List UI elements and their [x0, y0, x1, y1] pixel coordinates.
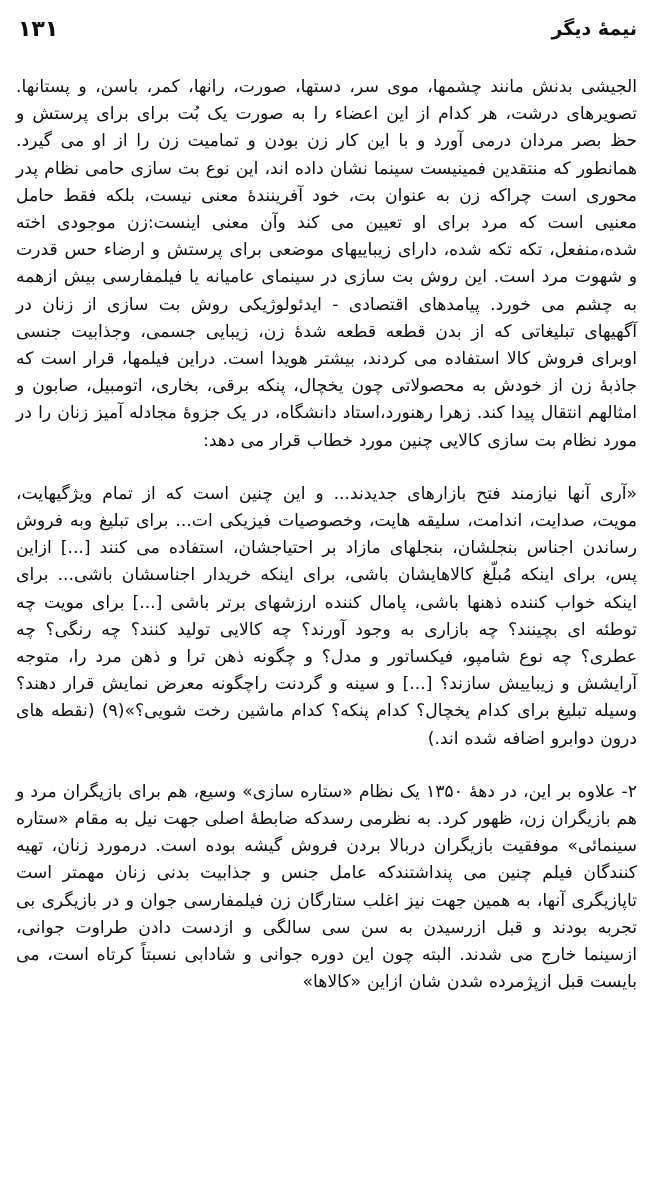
- running-header: [18, 12, 637, 46]
- paragraph-body-2: ۲- علاوه بر این، در دههٔ ۱۳۵۰ یک نظام «ستاره سازی» وسیع، هم برای بازیگران مرد و هم بازیگران زن، ظهور کرد. به نظرمی رسدکه ضابطهٔ اصلی جهت نیل به مقام «ستاره سینمائی» موفقیت بازیگران دربالا بردن فروش گیشه بوده است. درمورد زنان، تهیه کنندگان فیلم چنین می پنداشتندکه عامل جنس و جذابیت بدنی زنان مهمتر است تاپازیگری آنها، به همین جهت نیز اغلب ستارگان زن فیلمفارسی جوان و در بازیگری بی تجربه بودند و قبل ازرسیدن به سن سی سالگی و ازدست دادن طراوت جوانی، ازسینما خارج می شدند. البته چون این دوره جوانی و شادابی نسبتاً کرتاه است، می بایست قبل ازپژمرده شدن شان ازاین «کالاها»: [16, 781, 637, 993]
- running-title: نیمهٔ دیگر: [551, 18, 637, 40]
- page-number: ۱۳۱: [18, 16, 59, 42]
- paragraph-quote: «آری آنها نیازمند فتح بازارهای جدیدند... و این چنین است که از تمام ویژگیهایت، مویت، صدایت، اندامت، سلیقه هایت، وخصوصیات فیزیکی ات... برای تبلیغ وبه فروش رساندن اجناس بنجلشان، بنجلهای مازاد بر احتیاجشان، استفاده می کنند [...] ازاین پس، برای اینکه مُبلّغ کالاهایشان باشی، برای اینکه خریدار اجناسشان باشی... برای اینکه خواب کننده ذهنها باشی، پامال کننده ارزشهای برتر باشی [...] برای مویت چه توطئه ای بچینند؟ چه بازاری به وجود آورند؟ چه کالایی تولید کنند؟ چه رنگی؟ چه عطری؟ چه نوع شامپو، فیکساتور و مدل؟ و چگونه ذهن ترا و ذهن مرد را، متوجه آرایشش و زیباییش سازند؟ [...] و سینه و گردنت راچگونه معرض نمایش قرار دهند؟ وسیله تبلیغ برای کدام یخچال؟ کدام پنکه؟ کدام ماشین رخت شویی؟»(۹) (نقطه های درون دوابرو اضافه شده اند.): [16, 483, 637, 749]
- body-text: [16, 74, 637, 997]
- paragraph-body-1: الجیشی بدنش مانند چشمها، موی سر، دستها، صورت، رانها، کمر، باسن، و پستانها. تصویرهای درشت، هر کدام از این اعضاء را به صورت یک بُت برای برای پرستش و حظ بصر مردان درمی آورد و با این کار زن بودن و تمامیت زن را از او می گیرد. همانطور که منتقدین فمینیست سینما نشان داده اند، این نوع بت سازی حامی نظام پدر محوری است چراکه زن به عنوان بت، خود آفرینندهٔ معنی نیست، بلکه فقط حامل معنیی است که مرد برای او تعیین می کند وآن معنی اینست:زن موجودی اخته شده،منفعل، تکه تکه شده، دارای زیباییهای موضعی برای پرستش و ارضاء حس قدرت و شهوت مرد است. این روش بت سازی در سینمای عامیانه یا فیلمفارسی بیش ازهمه به چشم می خورد. پیامدهای اقتصادی - ایدئولوژیکی روش بت سازی از زنان در آگهیهای تبلیغاتی که از بدن قطعه قطعه شدهٔ زن، زیبایی جسمی، وجذابیت جنسی اوبرای فروش کالا استفاده می کردند، بیشتر هویدا است. دراین فیلمها، قرار است که جاذبهٔ زن از خودش به محصولاتی چون یخچال، پنکه برقی، بخاری، اتومبیل، صابون و امثالهم انتقال پیدا کند. زهرا رهنورد،استاد دانشگاه، در یک جزوهٔ مجادله آمیز زنان را در مورد نظام بت سازی کالایی چنین مورد خطاب قرار می دهد:: [16, 77, 637, 451]
